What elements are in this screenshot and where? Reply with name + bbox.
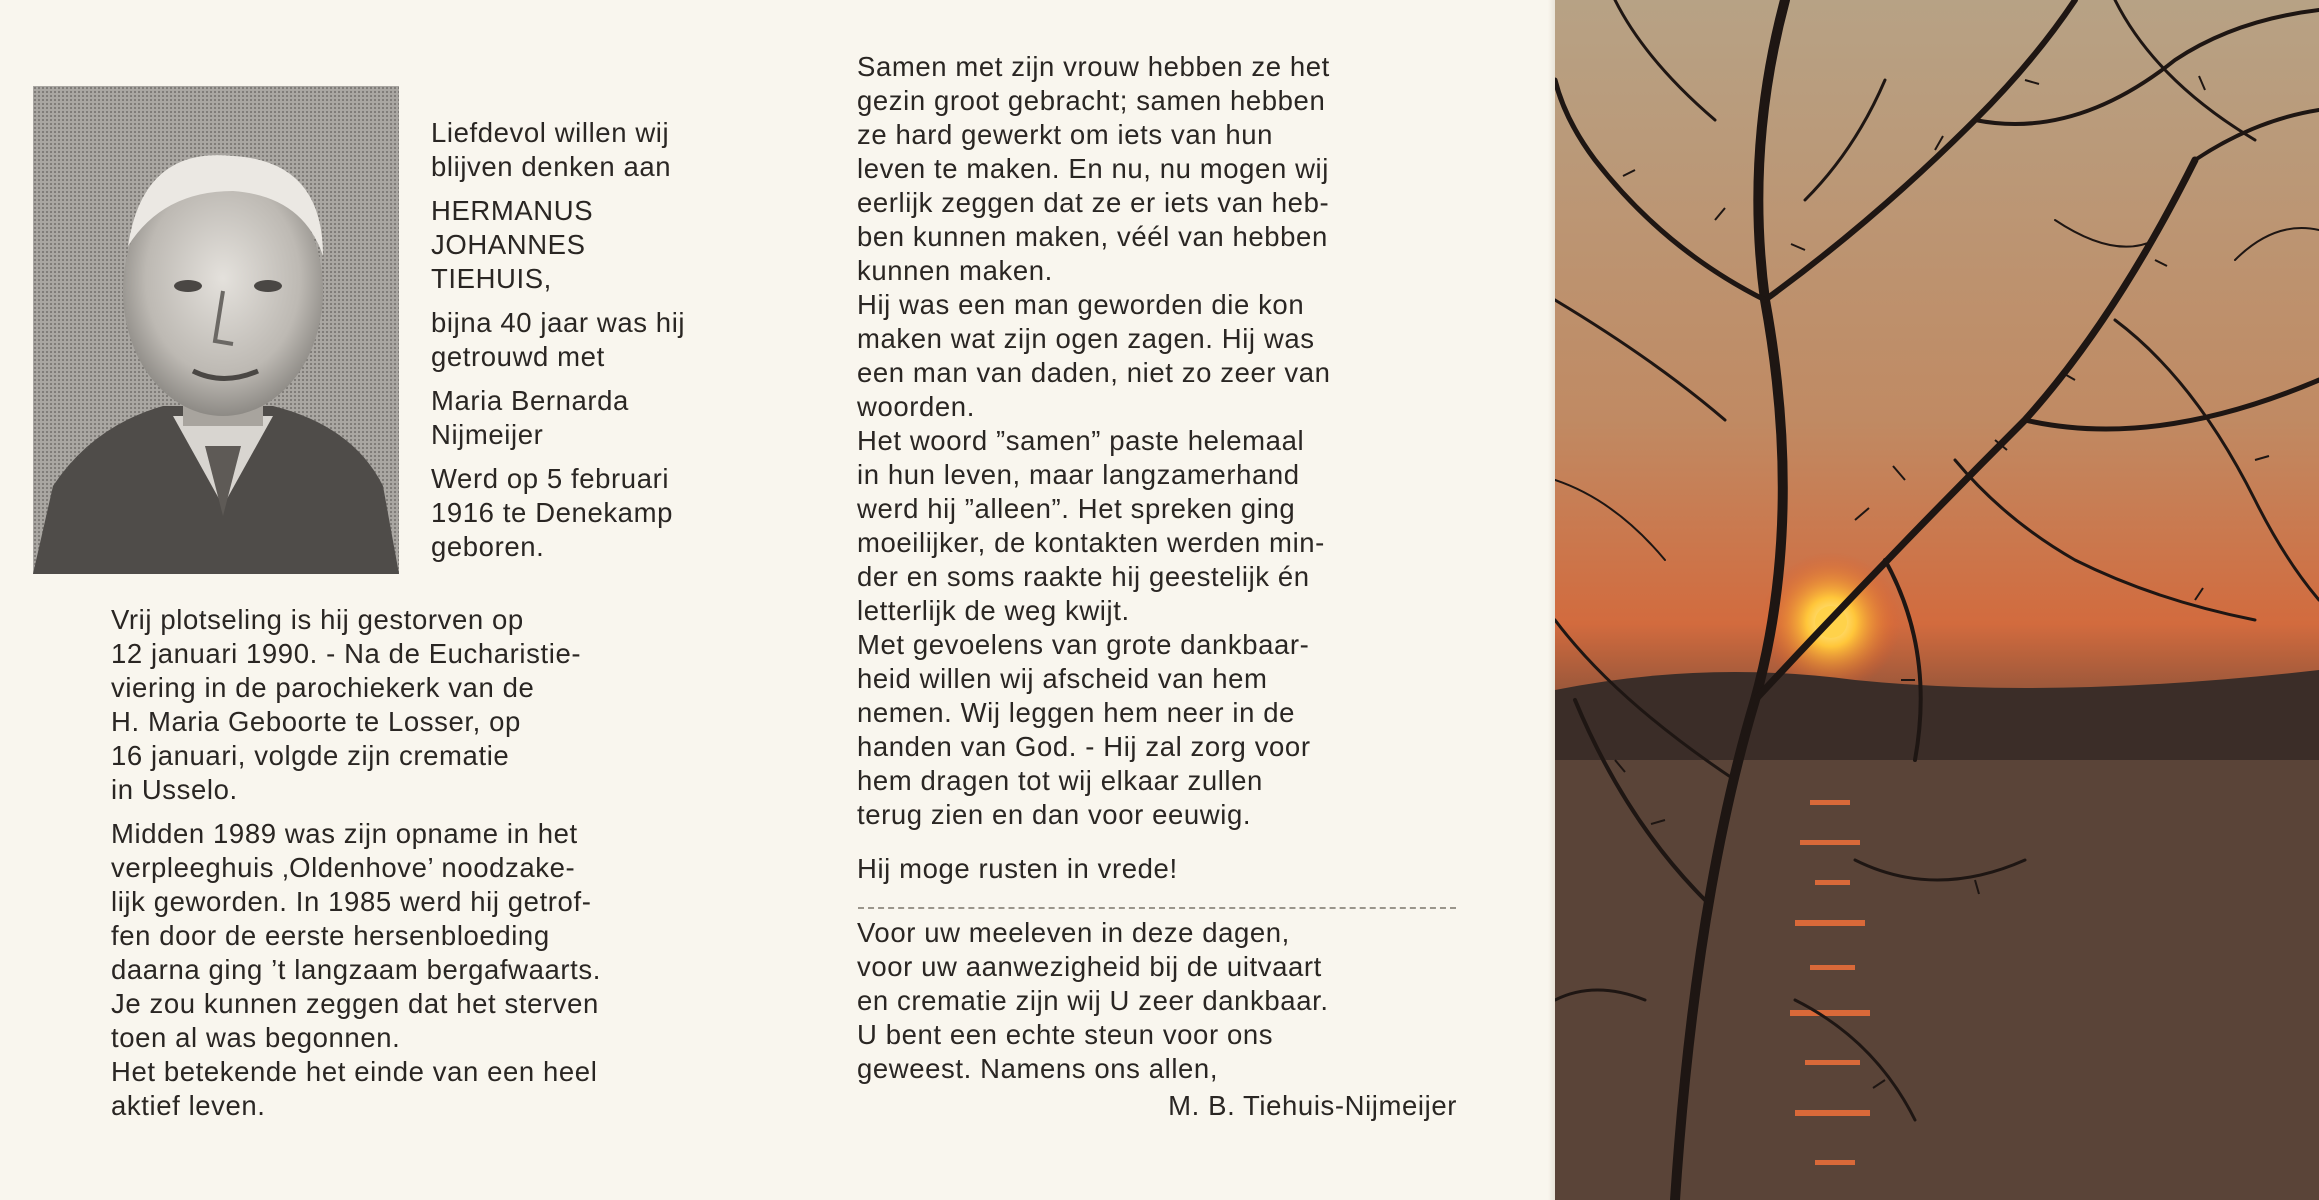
text-line: en crematie zijn wij U zeer dankbaar.: [857, 985, 1329, 1016]
tribute-text: [857, 50, 1457, 886]
text-line: kunnen maken.: [857, 255, 1053, 286]
text-line: in Usselo.: [111, 774, 238, 805]
deceased-name: TIEHUIS,: [431, 263, 552, 294]
text-line: leven te maken. En nu, nu mogen wij: [857, 153, 1329, 184]
text-line: der en soms raakte hij geestelijk én: [857, 561, 1310, 592]
text-line: U bent een echte steun voor ons: [857, 1019, 1274, 1050]
text-line: ben kunnen maken, véél van hebben: [857, 221, 1328, 252]
intro-line: Liefdevol willen wij: [431, 117, 670, 148]
text-line: gezin groot gebracht; samen hebben: [857, 85, 1326, 116]
text-line: ze hard gewerkt om iets van hun: [857, 119, 1274, 150]
text-line: moeilijker, de kontakten werden min-: [857, 527, 1325, 558]
text-line: Het woord ”samen” paste helemaal: [857, 425, 1305, 456]
intro-text: [431, 116, 761, 564]
text-line: maken wat zijn ogen zagen. Hij was: [857, 323, 1315, 354]
text-line: woorden.: [857, 391, 975, 422]
text-line: Met gevoelens van grote dankbaar-: [857, 629, 1310, 660]
text-line: viering in de parochiekerk van de: [111, 672, 535, 703]
text-line: terug zien en dan voor eeuwig.: [857, 799, 1252, 830]
closing-line: Hij moge rusten in vrede!: [857, 853, 1178, 884]
spouse-name: Nijmeijer: [431, 419, 544, 450]
intro-line: blijven denken aan: [431, 151, 672, 182]
text-line: letterlijk de weg kwijt.: [857, 595, 1130, 626]
text-line: H. Maria Geboorte te Losser, op: [111, 706, 521, 737]
text-line: verpleeghuis ‚Oldenhove’ noodzake-: [111, 852, 576, 883]
birth-line: geboren.: [431, 531, 545, 562]
thanks-text: [857, 916, 1457, 1086]
text-line: daarna ging ’t langzaam bergafwaarts.: [111, 954, 601, 985]
text-line: nemen. Wij leggen hem neer in de: [857, 697, 1296, 728]
text-line: voor uw aanwezigheid bij de uitvaart: [857, 951, 1322, 982]
text-line: 16 januari, volgde zijn crematie: [111, 740, 510, 771]
text-line: Hij was een man geworden die kon: [857, 289, 1305, 320]
deceased-name: HERMANUS: [431, 195, 594, 226]
portrait-photo: [33, 86, 399, 574]
signature: M. B. Tiehuis-Nijmeijer: [1168, 1090, 1457, 1121]
text-line: Het betekende het einde van een heel: [111, 1056, 598, 1087]
life-story-text: [111, 603, 726, 1123]
text-line: geweest. Namens ons allen,: [857, 1053, 1219, 1084]
sunset-photo: [1555, 0, 2319, 1200]
text-line: handen van God. - Hij zal zorg voor: [857, 731, 1311, 762]
text-line: toen al was begonnen.: [111, 1022, 401, 1053]
birth-line: Werd op 5 februari: [431, 463, 670, 494]
text-line: aktief leven.: [111, 1090, 266, 1121]
text-line: in hun leven, maar langzamerhand: [857, 459, 1300, 490]
text-line: heid willen wij afscheid van hem: [857, 663, 1268, 694]
marriage-line: bijna 40 jaar was hij: [431, 307, 686, 338]
marriage-line: getrouwd met: [431, 341, 605, 372]
deceased-name: JOHANNES: [431, 229, 586, 260]
text-line: een man van daden, niet zo zeer van: [857, 357, 1331, 388]
text-line: Voor uw meeleven in deze dagen,: [857, 917, 1290, 948]
text-line: Midden 1989 was zijn opname in het: [111, 818, 578, 849]
text-line: werd hij ”alleen”. Het spreken ging: [857, 493, 1296, 524]
text-line: eerlijk zeggen dat ze er iets van heb-: [857, 187, 1330, 218]
text-line: 12 januari 1990. - Na de Eucharistie-: [111, 638, 582, 669]
text-line: hem dragen tot wij elkaar zullen: [857, 765, 1263, 796]
text-line: Samen met zijn vrouw hebben ze het: [857, 51, 1330, 82]
dotted-divider: [858, 907, 1456, 909]
text-line: Vrij plotseling is hij gestorven op: [111, 604, 524, 635]
birth-line: 1916 te Denekamp: [431, 497, 673, 528]
spouse-name: Maria Bernarda: [431, 385, 629, 416]
text-line: Je zou kunnen zeggen dat het sterven: [111, 988, 599, 1019]
text-line: lijk geworden. In 1985 werd hij getrof-: [111, 886, 592, 917]
text-line: fen door de eerste hersenbloeding: [111, 920, 550, 951]
